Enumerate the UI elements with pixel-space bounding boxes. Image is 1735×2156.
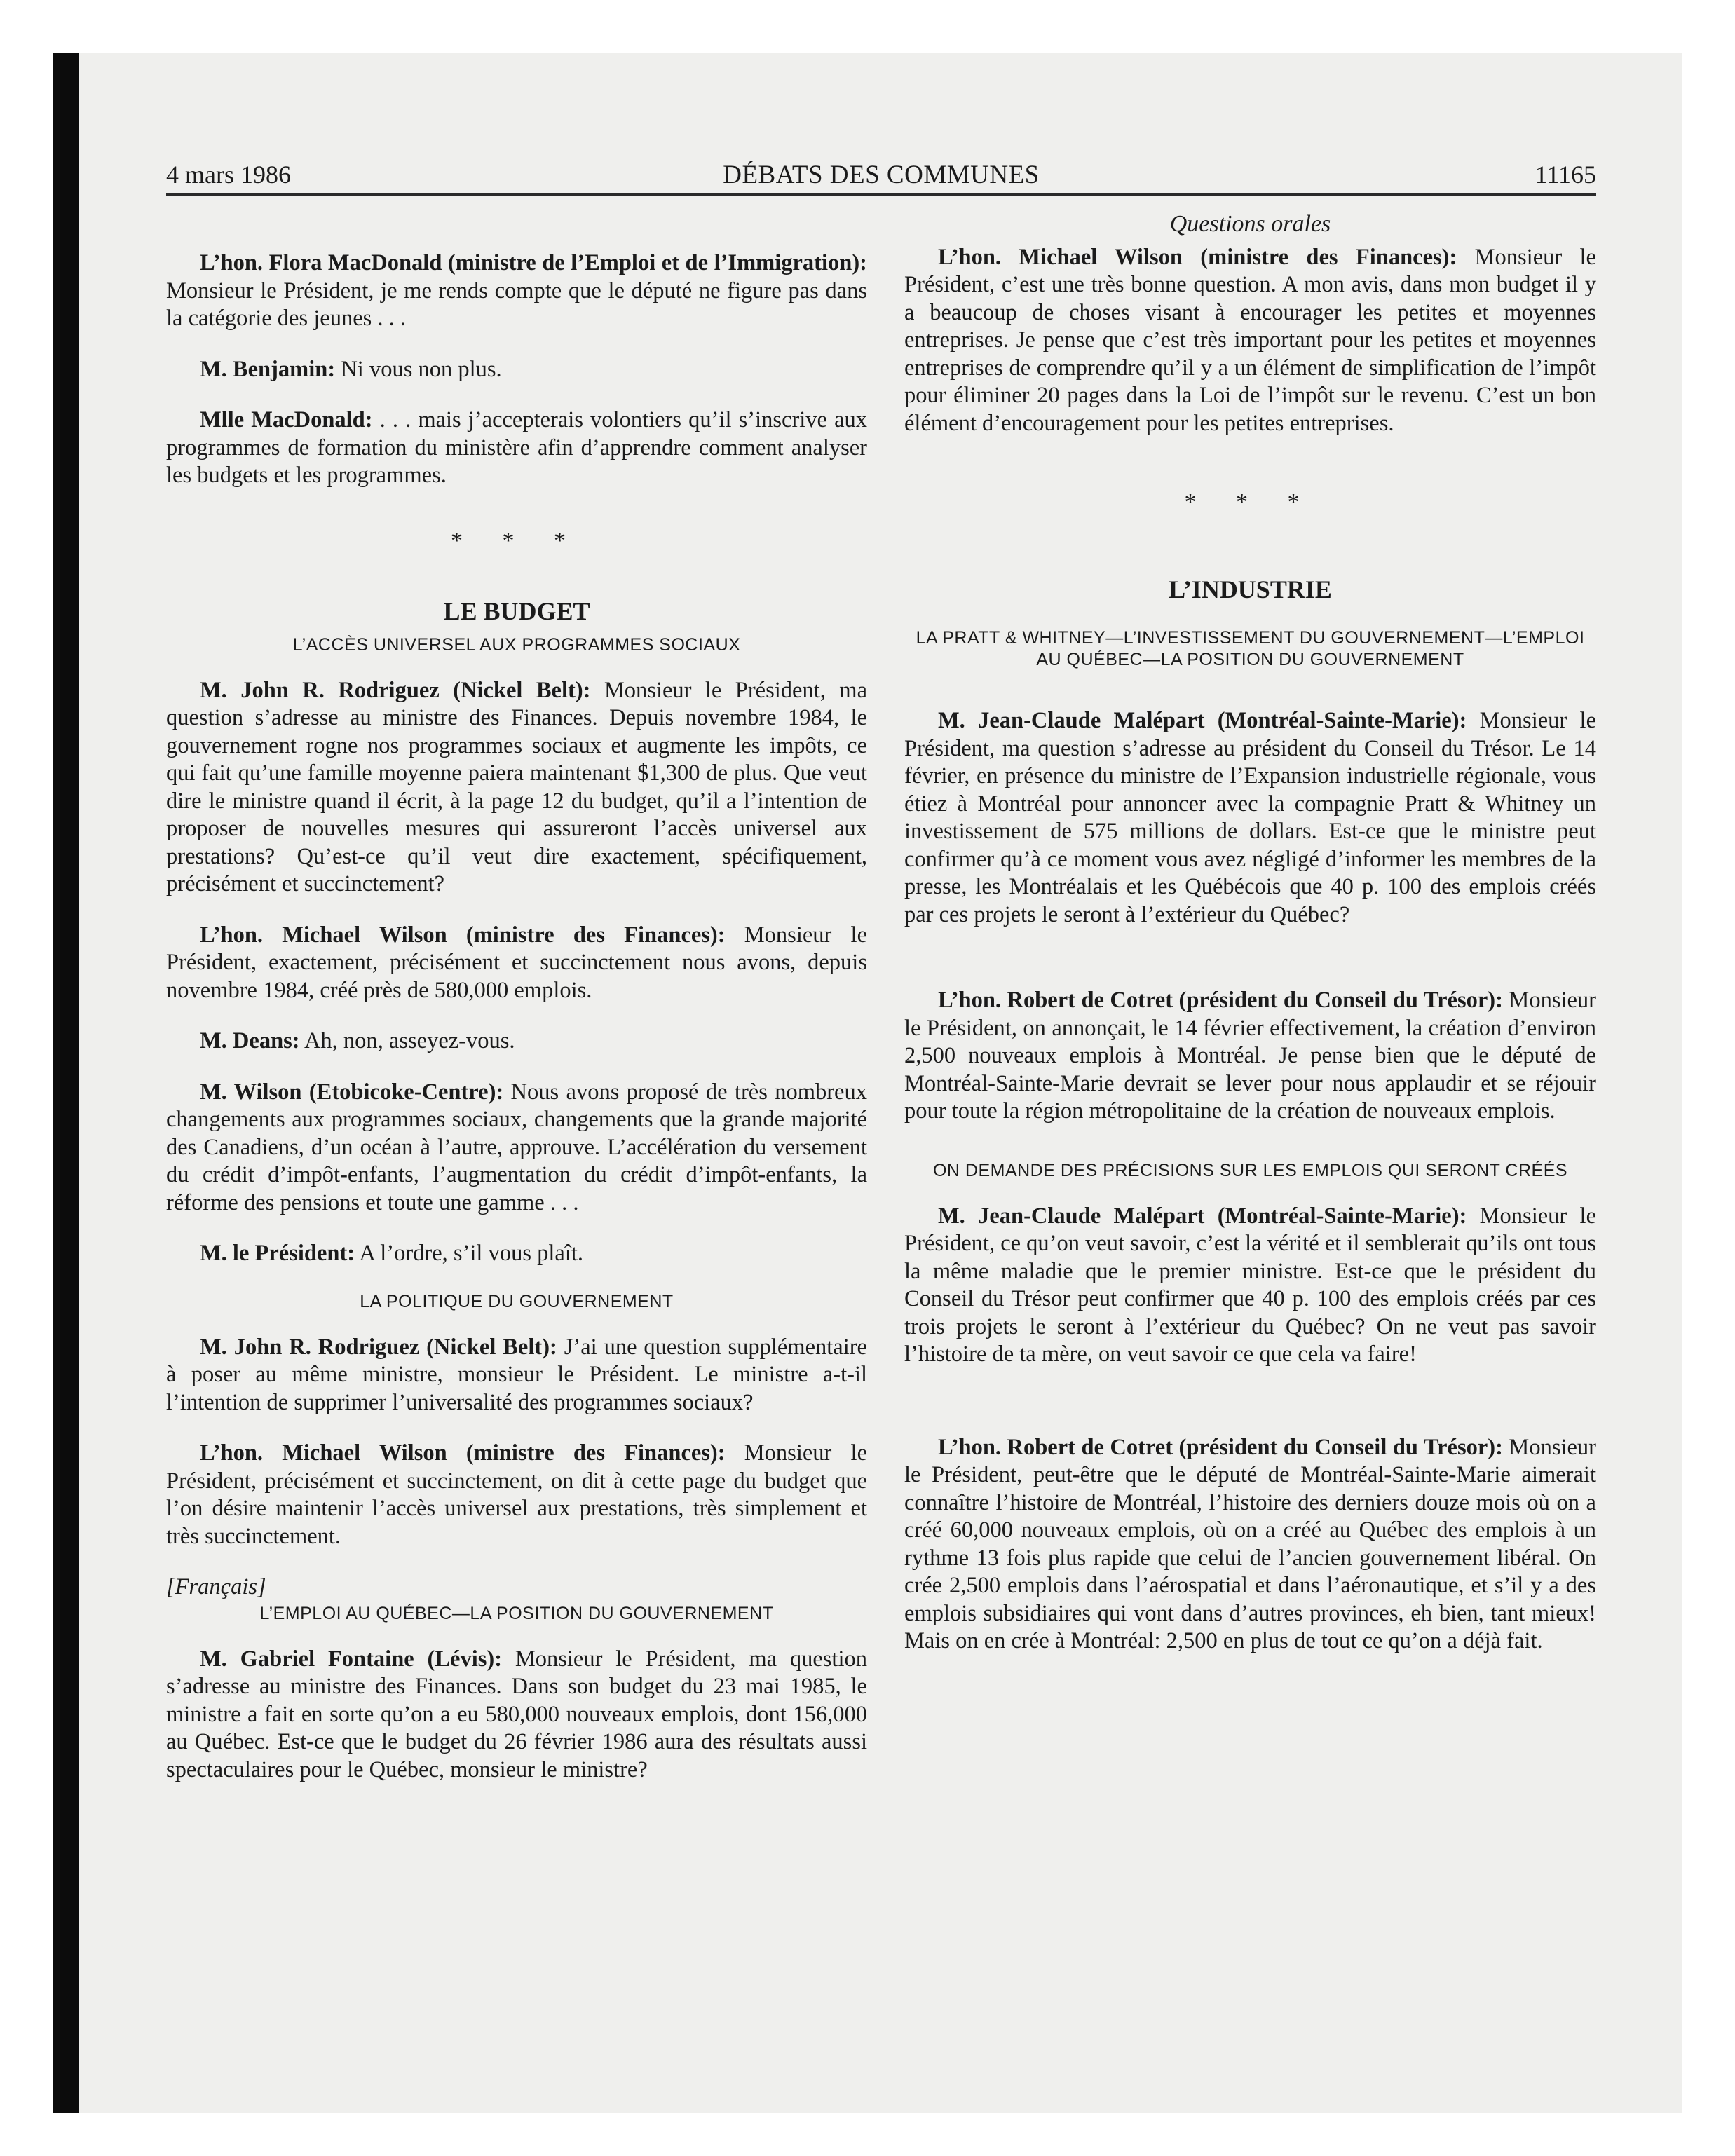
speaker: M. John R. Rodriguez (Nickel Belt): (200, 1334, 557, 1360)
speaker: L’hon. Robert de Cotret (président du Conseil du Trésor): (938, 1434, 1503, 1460)
subheading: LA PRATT & WHITNEY—L’INVESTISSEMENT DU GOUVERNEMENT—L’EMPLOI AU QUÉBEC—LA POSITION DU GOUVERNEMENT (916, 628, 1585, 669)
paragraph: L’hon. Robert de Cotret (président du Conseil du Trésor): Monsieur le Président, peut-être que le député de Montréal-Sainte-Marie aimerait connaître l’histoire de Montréal, l’histoire des derniers douze mois où on a créé 60,000 nouveaux emplois, où on a créé au Québec des emplois à un rythme 13 fois plus rapide que celui de l’ancien gouvernement libéral. On crée 2,500 emplois dans l’aérospatial et dans l’aéronautique, et s’il y a des emplois subsidiaires qui vont dans d’autres provinces, eh bien, tant mieux! Mais on en crée à Montréal: 2,500 en plus de tout ce qu’on a déjà fait. (904, 1434, 1596, 1653)
header-title: DÉBATS DES COMMUNES (723, 161, 1040, 189)
speaker: L’hon. Michael Wilson (ministre des Finances): (200, 922, 726, 948)
paragraph: Mlle MacDonald: . . . mais j’accepterais volontiers qu’il s’inscrive aux programmes de formation du ministère afin d’apprendre comment analyser les budgets et les programmes. (166, 407, 867, 488)
paragraph: M. Jean-Claude Malépart (Montréal-Sainte-Marie): Monsieur le Président, ma question s’adresse au président du Conseil du Trésor. Le 14 février, en présence du ministre de l’Expansion industrielle régionale, vous étiez à Montréal pour annoncer avec la compagnie Pratt & Whitney un investissement de 575 millions de dollars. Est-ce que le ministre peut confirmer qu’à ce moment vous avez négligé d’informer les membres de la presse, les Montréalais et les Québécois que 40 p. 100 des emplois créés par ces projets le seront à l’extérieur du Québec? (904, 708, 1596, 927)
speaker: L’hon. Robert de Cotret (président du Conseil du Trésor): (938, 988, 1503, 1013)
paragraph: M. le Président: A l’ordre, s’il vous plaît. (200, 1241, 583, 1266)
header-date: 4 mars 1986 (166, 161, 291, 189)
paragraph: L’hon. Michael Wilson (ministre des Finances): Monsieur le Président, exactement, précisément et succinctement nous avons, depuis novembre 1984, créé près de 580,000 emplois. (166, 922, 867, 1003)
paragraph: M. Gabriel Fontaine (Lévis): Monsieur le Président, ma question s’adresse au ministre des Finances. Dans son budget du 23 mai 1985, le ministre a fait en sorte qu’on a eu 580,000 nouveaux emplois, dont 156,000 au Québec. Est-ce que le budget du 26 février 1986 aura des résultats aussi spectaculaires pour le Québec, monsieur le ministre? (166, 1646, 867, 1782)
speaker: L’hon. Flora MacDonald (ministre de l’Emploi et de l’Immigration): (200, 250, 867, 275)
paragraph: M. Deans: Ah, non, asseyez-vous. (200, 1028, 515, 1053)
paragraph: M. Benjamin: Ni vous non plus. (200, 356, 502, 382)
section-separator: * * * (451, 527, 583, 554)
column-title: Questions orales (1169, 211, 1331, 237)
subheading: ON DEMANDE DES PRÉCISIONS SUR LES EMPLOIS QUI SERONT CRÉÉS (932, 1160, 1568, 1180)
speaker: L’hon. Michael Wilson (ministre des Finances): (938, 244, 1457, 270)
paragraph: M. John R. Rodriguez (Nickel Belt): J’ai une question supplémentaire à poser au même ministre, monsieur le Président. Le ministre a-t-il l’intention de supprimer l’universalité des programmes sociaux? (166, 1334, 867, 1415)
paragraph: L’hon. Flora MacDonald (ministre de l’Emploi et de l’Immigration): Monsieur le Président, je me rends compte que le député ne figure pas dans la catégorie des jeunes . . . (166, 250, 867, 331)
section-heading: L’INDUSTRIE (1169, 575, 1332, 603)
subheading: LA POLITIQUE DU GOUVERNEMENT (360, 1291, 674, 1311)
speaker: M. Gabriel Fontaine (Lévis): (200, 1646, 503, 1672)
right-column (904, 210, 1596, 1679)
speaker: M. Jean-Claude Malépart (Montréal-Sainte-Marie): (938, 708, 1467, 733)
speaker: L’hon. Michael Wilson (ministre des Finances): (200, 1440, 726, 1466)
subheading: L’EMPLOI AU QUÉBEC—LA POSITION DU GOUVERNEMENT (259, 1603, 774, 1623)
paragraph: L’hon. Michael Wilson (ministre des Finances): Monsieur le Président, précisément et succinctement, on dit à cette page du budget que l’on désire maintenir l’accès universel aux prestations, très simplement et très succinctement. (166, 1440, 867, 1549)
speaker: M. Wilson (Etobicoke-Centre): (200, 1079, 504, 1105)
left-column (166, 210, 867, 1807)
speaker: M. le Président: (200, 1241, 355, 1266)
section-heading: LE BUDGET (443, 597, 590, 625)
section-separator: * * * (1184, 489, 1316, 515)
language-tag: [Français] (166, 1574, 266, 1599)
paragraph: L’hon. Michael Wilson (ministre des Finances): Monsieur le Président, c’est une très bonne question. A mon avis, dans mon budget il y a beaucoup de choses visant à encourager les petites et moyennes entreprises. Je pense que c’est très important pour les petites et moyennes entreprises de comprendre qu’il y a un élément de simplification de l’impôt pour éliminer 20 pages dans la Loi de l’impôt sur le revenu. C’est un bon élément d’encouragement pour les petites entreprises. (904, 244, 1596, 436)
speaker: M. Deans: (200, 1028, 300, 1053)
speaker: M. Jean-Claude Malépart (Montréal-Sainte-Marie): (938, 1203, 1467, 1229)
binding-edge (53, 53, 79, 2113)
running-head (166, 160, 1596, 195)
page-number: 11165 (1535, 161, 1596, 189)
subheading: L’ACCÈS UNIVERSEL AUX PROGRAMMES SOCIAUX (292, 634, 741, 655)
paragraph: L’hon. Robert de Cotret (président du Conseil du Trésor): Monsieur le Président, on annonçait, le 14 février effectivement, la création d’environ 2,500 nouveaux emplois à Montréal. Je pense bien que le député de Montréal-Sainte-Marie devrait se lever pour nous applaudir et se réjouir pour toute la région métropolitaine de la création de nouveaux emplois. (904, 988, 1596, 1124)
paragraph: M. Jean-Claude Malépart (Montréal-Sainte-Marie): Monsieur le Président, ce qu’on veut savoir, c’est la vérité et il semblerait qu’ils ont tous la même maladie que le premier ministre. Est-ce que le président du Conseil du Trésor peut confirmer que 40 p. 100 des emplois créés par ces trois projets le seront à l’extérieur du Québec? On ne veut pas savoir l’histoire de ta mère, on veut savoir ce que cela va faire! (904, 1203, 1596, 1367)
header-rule (166, 193, 1596, 196)
speaker: M. Benjamin: (200, 356, 336, 382)
speaker: Mlle MacDonald: (200, 407, 373, 432)
speaker: M. John R. Rodriguez (Nickel Belt): (200, 677, 591, 703)
paragraph: M. Wilson (Etobicoke-Centre): Nous avons proposé de très nombreux changements aux programmes sociaux, changements que la grande majorité des Canadiens, d’un océan à l’autre, approuve. L’accélération du versement du crédit d’impôt-enfants, l’augmentation du crédit d’impôt-enfants, la réforme des pensions et toute une gamme . . . (166, 1079, 867, 1215)
paragraph: M. John R. Rodriguez (Nickel Belt): Monsieur le Président, ma question s’adresse au ministre des Finances. Depuis novembre 1984, le gouvernement rogne nos programmes sociaux et augmente les impôts, ce qui fait qu’une famille moyenne paiera maintenant $1,300 de plus. Que veut dire le ministre quand il écrit, à la page 12 du budget, qu’il a l’intention de proposer de nouvelles mesures qui assureront l’accès universel aux prestations? Qu’est-ce qu’il veut dire exactement, spécifiquement, précisément et succinctement? (166, 677, 867, 896)
